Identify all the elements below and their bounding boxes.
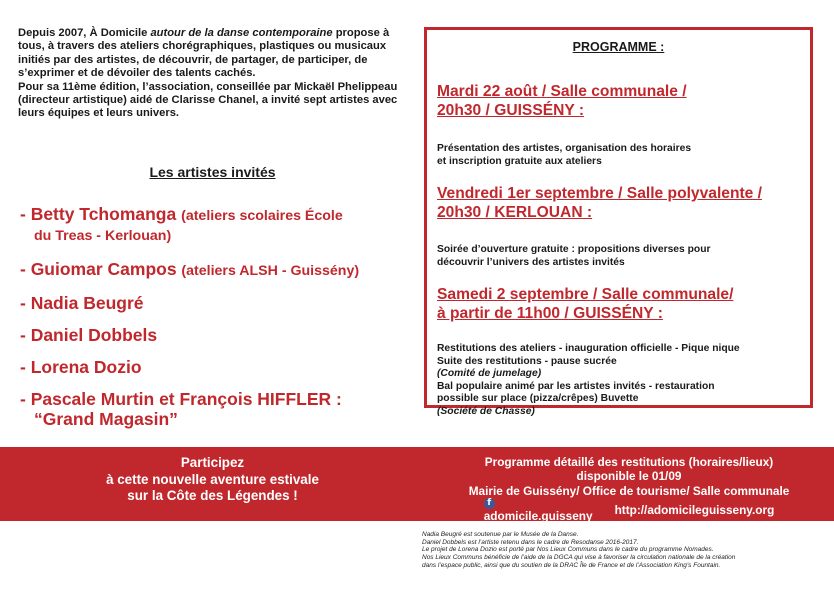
participate-callout: Participez à cette nouvelle aventure estivale sur la Côte des Légendes ! [106,455,319,503]
event-3-description: Restitutions des ateliers - inauguration officielle - Pique nique Suite des restitutions - pause sucrée (Comité de jumelage) Bal populaire animé par les artistes invités - restauration possible sur place (pizza/crêpes) Buvette (Société de Chasse) [437,343,740,417]
info-band [0,447,834,521]
facebook-icon: f [484,498,495,509]
intro-text [18,27,410,121]
programme-title: PROGRAMME : [572,40,665,54]
footnotes: Nadia Beugré est soutenue par le Musée de la Danse. Daniel Dobbels est l’artiste retenu dans le cadre de Resodanse 2016-2017. Le projet de Lorena Dozio est porté par Nos Lieux Communs dans le cadre du programme Nomades. Nos Lieux Communs bénéficie de l’aide de la DGCA qui vise à favoriser la circulation nationale de la création dans l’espace public, ainsi que du soutien de la DRAC Île de France et de l’Association King’s Fountain. [422,531,736,569]
artist-item: - Guiomar Campos (ateliers ALSH - Guissény) [20,259,360,279]
artists-list [20,204,420,441]
programme-info: Programme détaillé des restitutions (horaires/lieux) disponible le 01/09 Mairie de Guissény/ Office de tourisme/ Salle communale f adomicile.guisseny http://adomicileguisseny.org [424,455,834,523]
artist-item: - Betty Tchomanga (ateliers scolaires École du Treas - Kerlouan) [20,204,343,244]
event-2-description: Soirée d’ouverture gratuite : propositions diverses pour découvrir l’univers des artistes invités [437,244,711,268]
facebook-link[interactable]: f adomicile.guisseny [483,497,593,523]
artist-item: - Daniel Dobbels [20,325,158,345]
artist-item: - Pascale Murtin et François HIFFLER : “Grand Magasin” [20,389,342,429]
artist-item: - Lorena Dozio [20,357,142,377]
contact-row [424,498,834,523]
event-1-title: Mardi 22 août / Salle communale / 20h30 / GUISSÉNY : [437,83,687,119]
intro-paragraph-1: Depuis 2007, À Domicile autour de la danse contemporaine propose à tous, à travers des ateliers chorégraphiques, plastiques ou musicaux initiés par des artistes, de découvrir, de partager, de participer, de s’exprimer et de dévoiler des talents cachés. [18,27,390,80]
event-1-description: Présentation des artistes, organisation des horaires et inscription gratuite aux ateliers [437,143,692,167]
event-3-title: Samedi 2 septembre / Salle communale/ à partir de 11h00 / GUISSÉNY : [437,286,734,322]
artists-heading: Les artistes invités [149,164,276,180]
event-2-title: Vendredi 1er septembre / Salle polyvalente / 20h30 / KERLOUAN : [437,185,763,221]
website-link[interactable]: http://adomicileguisseny.org [614,503,775,518]
programme-box [424,27,813,417]
intro-paragraph-2: Pour sa 11ème édition, l’association, conseillée par Mickaël Phelippeau (directeur artistique) aidé de Clarisse Chanel, a invité sept artistes avec leurs équipes et leurs univers. [18,80,398,120]
artist-item: - Nadia Beugré [20,293,144,313]
